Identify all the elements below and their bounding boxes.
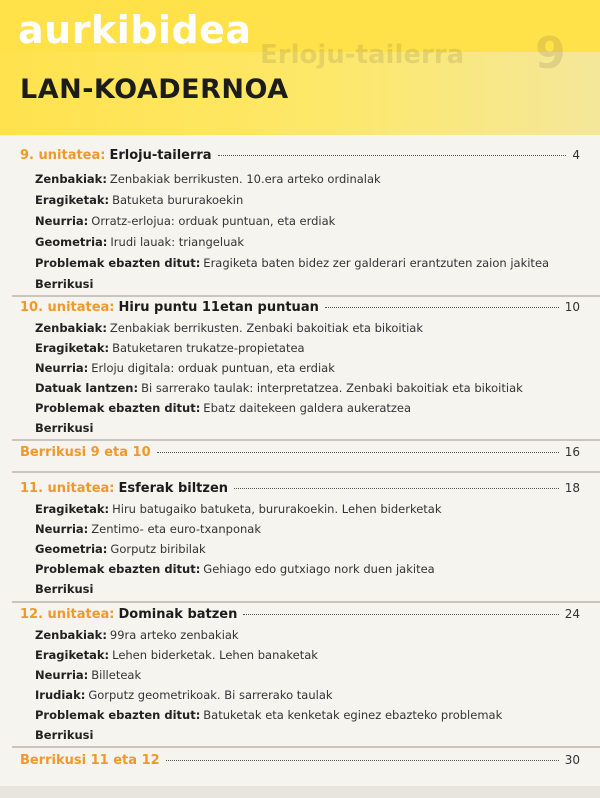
unit-label: 10. unitatea: [20, 300, 115, 315]
unit-label: 12. unitatea: [20, 607, 115, 622]
toc-entry-unit-10[interactable] [20, 300, 580, 320]
list-item: Eragiketak: Lehen biderketak. Lehen banaketak [35, 648, 318, 662]
list-item: Neurria: Billeteak [35, 668, 142, 682]
list-item: Problemak ebazten ditut: Gehiago edo gutxiago nork duen jakitea [35, 562, 435, 576]
review-label: Berrikusi 9 eta 10 [20, 445, 151, 460]
list-item: Berrikusi [35, 421, 94, 435]
toc-entry-unit-12[interactable] [20, 607, 580, 627]
list-item: Zenbakiak: Zenbakiak berrikusten. 10.era arteko ordinalak [35, 172, 381, 186]
page-header [0, 0, 600, 135]
page-number: 16 [564, 445, 580, 459]
list-item: Eragiketak: Hiru batugaiko batuketa, bururakoekin. Lehen biderketak [35, 502, 442, 516]
unit-title: Dominak batzen [118, 607, 238, 622]
toc-entry-review-11-12[interactable] [20, 753, 580, 773]
list-item: Neurria: Zentimo- eta euro-txanponak [35, 522, 261, 536]
list-item: Zenbakiak: Zenbakiak berrikusten. Zenbaki bakoitiak eta bikoitiak [35, 321, 423, 335]
page-number: 4 [572, 148, 580, 162]
list-item: Zenbakiak: 99ra arteko zenbakiak [35, 628, 239, 642]
divider [12, 471, 600, 473]
toc-entry-unit-11[interactable] [20, 481, 580, 501]
divider [12, 439, 600, 441]
list-item: Problemak ebazten ditut: Ebatz daitekeen galdera aukeratzea [35, 401, 412, 415]
list-item: Geometria: Gorputz biribilak [35, 542, 206, 556]
page-number: 18 [564, 481, 580, 495]
divider [12, 601, 600, 603]
divider [12, 295, 600, 297]
list-item: Berrikusi [35, 277, 94, 291]
list-item: Neurria: Orratz-erlojua: orduak puntuan, eta erdiak [35, 214, 336, 228]
toc-entry-unit-9[interactable] [20, 148, 580, 168]
list-item: Datuak lantzen: Bi sarrerako taulak: interpretatzea. Zenbaki bakoitiak eta bikoitiak [35, 381, 523, 395]
page-title: LAN-KOADERNOA [20, 74, 289, 105]
leader-dots [218, 155, 567, 156]
toc-entry-review-9-10[interactable] [20, 445, 580, 465]
page-number: 30 [564, 753, 580, 767]
ghost-title: Erloju-tailerra [260, 40, 465, 70]
unit-title: Erloju-tailerra [109, 148, 212, 163]
brand-title: aurkibidea [18, 8, 252, 52]
list-item: Berrikusi [35, 582, 94, 596]
page-number: 24 [564, 607, 580, 621]
list-item: Irudiak: Gorputz geometrikoak. Bi sarrerako taulak [35, 688, 333, 702]
leader-dots [234, 488, 559, 489]
leader-dots [166, 760, 559, 761]
unit-title: Hiru puntu 11etan puntuan [118, 300, 319, 315]
list-item: Neurria: Erloju digitala: orduak puntuan, eta erdiak [35, 361, 335, 375]
leader-dots [325, 307, 559, 308]
list-item: Eragiketak: Batuketa bururakoekin [35, 193, 244, 207]
list-item: Problemak ebazten ditut: Batuketak eta kenketak eginez ebazteko problemak [35, 708, 503, 722]
unit-title: Esferak biltzen [118, 481, 229, 496]
ghost-number: 9 [535, 28, 566, 79]
divider [12, 746, 600, 748]
list-item: Eragiketak: Batuketaren trukatze-propietatea [35, 341, 305, 355]
list-item: Geometria: Irudi lauak: triangeluak [35, 235, 245, 249]
footer-strip [0, 786, 600, 798]
unit-label: 11. unitatea: [20, 481, 115, 496]
page-number: 10 [564, 300, 580, 314]
list-item: Problemak ebazten ditut: Eragiketa baten bidez zer galderari erantzuten zaion jakitea [35, 256, 550, 270]
leader-dots [157, 452, 559, 453]
leader-dots [243, 614, 558, 615]
review-label: Berrikusi 11 eta 12 [20, 753, 160, 768]
list-item: Berrikusi [35, 728, 94, 742]
unit-label: 9. unitatea: [20, 148, 106, 163]
